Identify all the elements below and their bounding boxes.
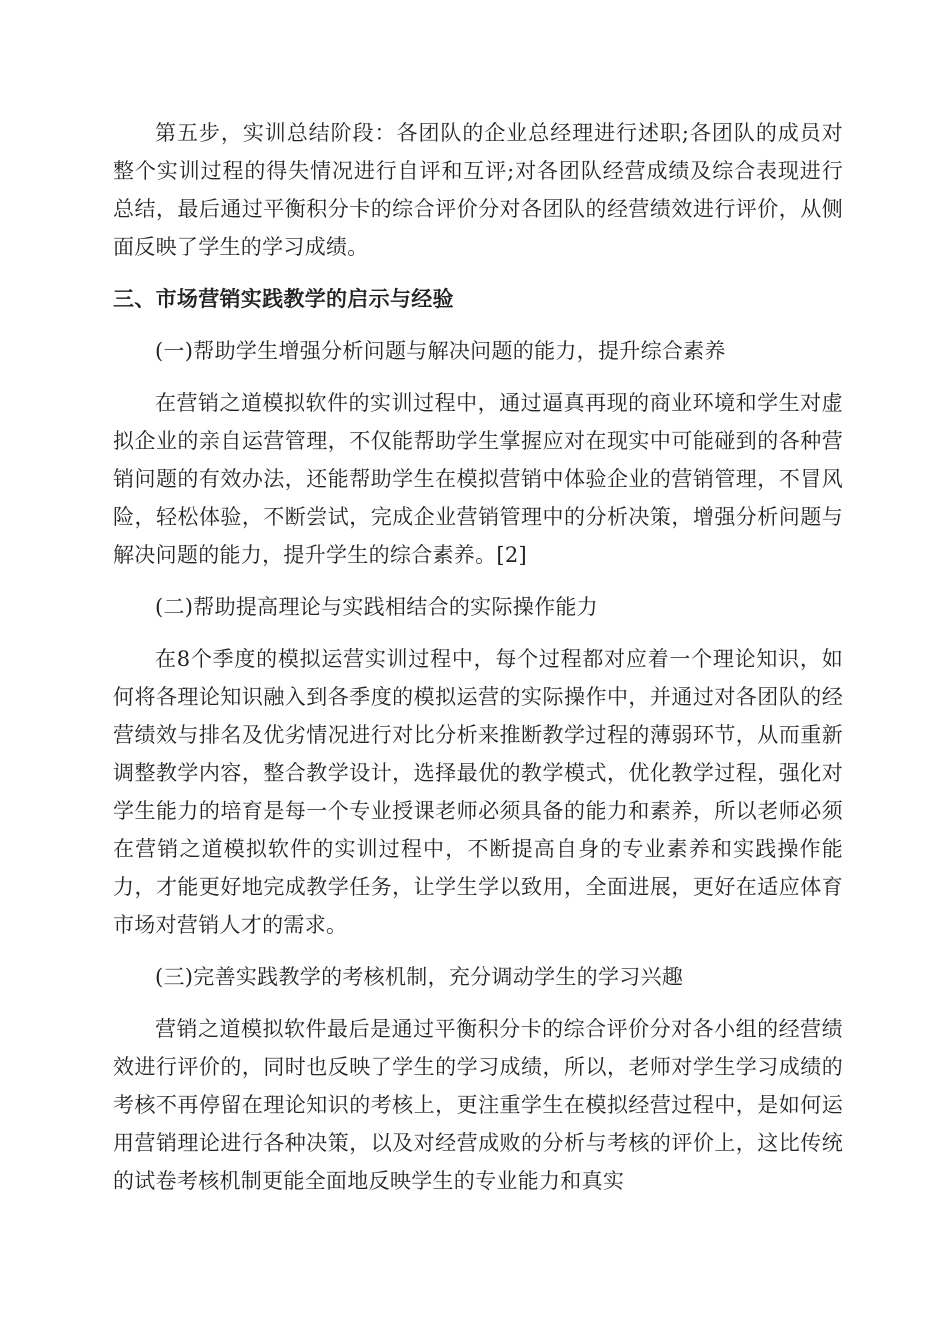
subsection-body-two: 在8个季度的模拟运营实训过程中，每个过程都对应着一个理论知识，如何将各理论知识融入到各季度的模拟运营的实际操作中，并通过对各团队的经营绩效与排名及优劣情况进行对比分析来推断教学过程的薄弱环节，从而重新调整教学内容，整合教学设计，选择最优的教学模式，优化教学过程，强化对学生能力的培育是每一个专业授课老师必须具备的能力和素养，所以老师必须在营销之道模拟软件的实训过程中，不断提高自身的专业素养和实践操作能力，才能更好地完成教学任务，让学生学以致用，全面进展，更好在适应体育市场对营销人才的需求。 bbox=[113, 647, 843, 937]
subsection-body-three: 营销之道模拟软件最后是通过平衡积分卡的综合评价分对各小组的经营绩效进行评价的，同时也反映了学生的学习成绩，所以，老师对学生学习成绩的考核不再停留在理论知识的考核上，更注重学生在模拟经营过程中，是如何运用营销理论进行各种决策，以及对经营成败的分析与考核的评价上，这比传统的试卷考核机制更能全面地反映学生的专业能力和真实 bbox=[113, 1017, 843, 1193]
paragraph-step-five: 第五步，实训总结阶段：各团队的企业总经理进行述职;各团队的成员对整个实训过程的得失情况进行自评和互评;对各团队经营成绩及综合表现进行总结，最后通过平衡积分卡的综合评价分对各团队的经营绩效进行评价，从侧面反映了学生的学习成绩。 bbox=[113, 121, 843, 259]
subsection-heading-three: (三)完善实践教学的考核机制，充分调动学生的学习兴趣 bbox=[155, 965, 684, 989]
subsection-heading-two: (二)帮助提高理论与实践相结合的实际操作能力 bbox=[155, 595, 598, 619]
section-heading-three: 三、市场营销实践教学的启示与经验 bbox=[113, 287, 454, 311]
subsection-body-one: 在营销之道模拟软件的实训过程中，通过逼真再现的商业环境和学生对虚拟企业的亲自运营管理，不仅能帮助学生掌握应对在现实中可能碰到的各种营销问题的有效办法，还能帮助学生在模拟营销中体验企业的营销管理，不冒风险，轻松体验，不断尝试，完成企业营销管理中的分析决策，增强分析问题与解决问题的能力，提升学生的综合素养。[2] bbox=[113, 391, 843, 567]
subsection-heading-one: (一)帮助学生增强分析问题与解决问题的能力，提升综合素养 bbox=[155, 339, 726, 363]
document-body bbox=[113, 114, 843, 1200]
